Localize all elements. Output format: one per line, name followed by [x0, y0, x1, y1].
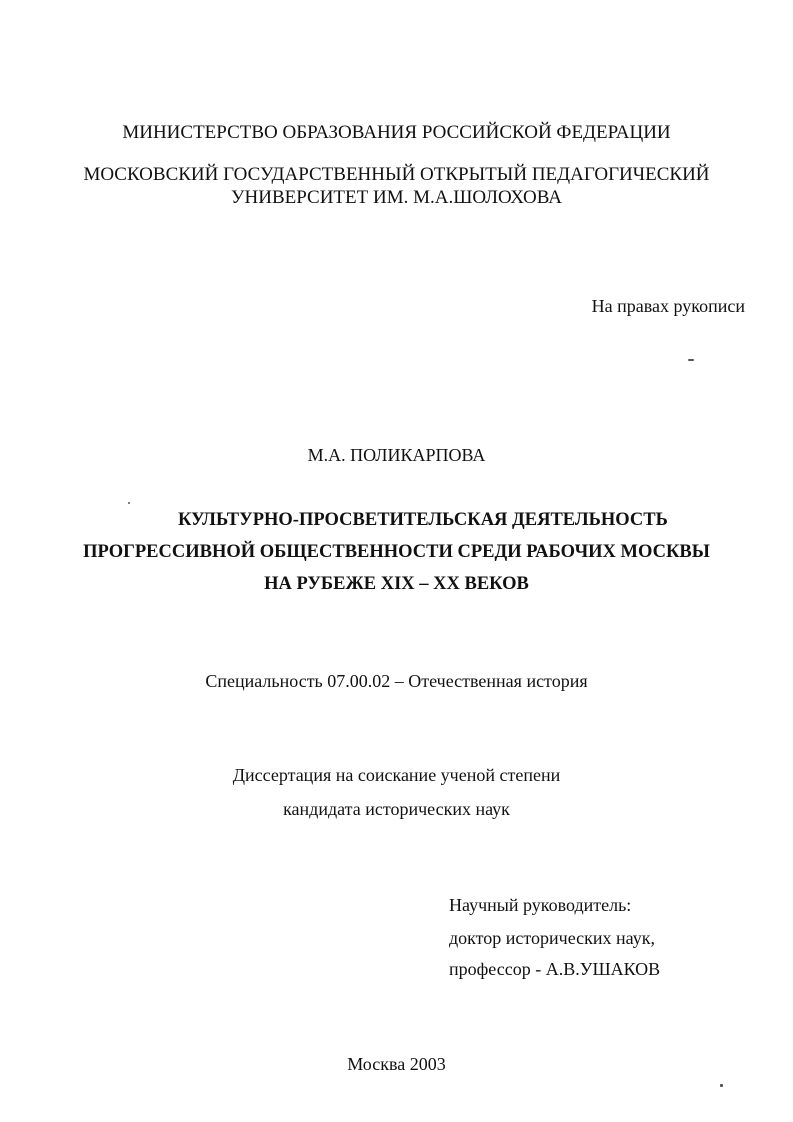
supervisor-degree: доктор исторических наук, [449, 928, 655, 948]
manuscript-note: На правах рукописи [591, 296, 745, 316]
dissertation-title-line-2: ПРОГРЕССИВНОЙ ОБЩЕСТВЕННОСТИ СРЕДИ РАБОЧИХ МОСКВЫ [83, 542, 710, 562]
dissertation-title-line-1: КУЛЬТУРНО-ПРОСВЕТИТЕЛЬСКАЯ ДЕЯТЕЛЬНОСТЬ [178, 510, 668, 530]
university-name-line-1: МОСКОВСКИЙ ГОСУДАРСТВЕННЫЙ ОТКРЫТЫЙ ПЕДАГОГИЧЕСКИЙ [83, 164, 710, 185]
ministry-heading: МИНИСТЕРСТВО ОБРАЗОВАНИЯ РОССИЙСКОЙ ФЕДЕРАЦИИ [122, 122, 671, 143]
author-name: М.А. ПОЛИКАРПОВА [307, 445, 486, 465]
scan-speck [688, 359, 694, 361]
university-name-line-2: УНИВЕРСИТЕТ ИМ. М.А.ШОЛОХОВА [231, 187, 562, 208]
dissertation-title-line-3: НА РУБЕЖЕ XIX – XX ВЕКОВ [264, 574, 529, 594]
degree-line-1: Диссертация на соискание ученой степени [232, 765, 561, 785]
specialty: Специальность 07.00.02 – Отечественная история [205, 671, 588, 691]
scan-speck [720, 1084, 723, 1087]
degree-line-2: кандидата исторических наук [283, 799, 510, 819]
supervisor-name: профессор - А.В.УШАКОВ [449, 959, 661, 979]
supervisor-label: Научный руководитель: [449, 895, 632, 915]
scan-speck [128, 502, 130, 504]
place-and-year: Москва 2003 [347, 1054, 446, 1074]
